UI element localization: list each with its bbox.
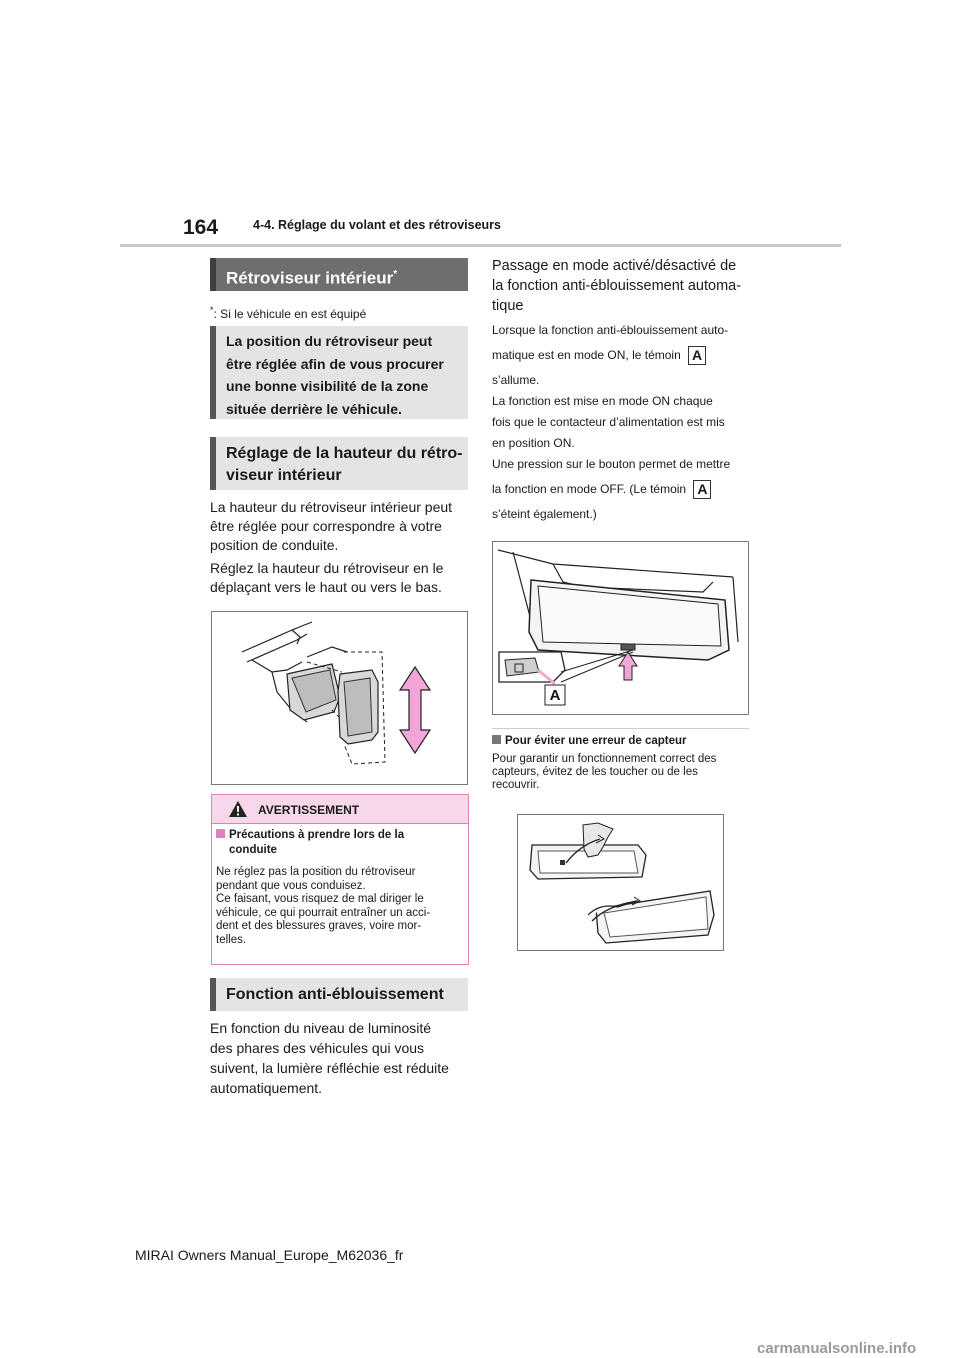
body-line: s’allume.: [492, 373, 540, 387]
warning-body-line: dent et des blessures graves, voire mor-: [216, 920, 422, 932]
indicator-a-label: A: [688, 346, 706, 365]
height-adjust-para1: [210, 498, 452, 555]
mode-switch-body: [492, 320, 730, 525]
intro-line: être réglée afin de vous procurer: [226, 355, 444, 372]
mirror-height-illustration: [212, 612, 467, 784]
warning-body-line: véhicule, ce qui pourrait entraîner un acci-: [216, 906, 431, 919]
title-height-adjust: [210, 437, 468, 490]
sensor-illustration: [518, 815, 723, 950]
heading-line: Passage en mode activé/désactivé de: [492, 258, 737, 274]
footnote: [210, 305, 366, 321]
body-line: La fonction est mise en mode ON chaque: [492, 394, 713, 408]
intro-line: une bonne visibilité de la zone: [226, 378, 429, 394]
body-line: Lorsque la fonction anti-éblouissement auto-: [492, 323, 729, 337]
footnote-text: : Si le véhicule en est équipé: [213, 307, 367, 321]
warning-body-line: telles.: [216, 933, 247, 946]
warning-body-line: Ce faisant, vous risquez de mal diriger le: [216, 893, 424, 905]
anti-glare-mirror-illustration: [493, 542, 748, 714]
heading-line: tique: [492, 298, 524, 314]
anti-glare-figure: [492, 541, 749, 715]
title-anti-glare: Fonction anti-éblouissement: [210, 978, 468, 1011]
sensor-body-line: Pour garantir un fonctionnement correct des: [492, 753, 717, 765]
body-line: s’éteint également.): [492, 507, 597, 521]
warning-subhead-line: Précautions à prendre lors de la: [229, 829, 405, 841]
header-divider: [120, 244, 841, 247]
title-footnote-mark: *: [393, 269, 398, 280]
title-height-adjust-line: Réglage de la hauteur du rétro-: [226, 445, 463, 462]
height-adjust-para2: [210, 559, 443, 597]
body-line-with-indicator: [492, 345, 730, 366]
bullet-square-icon: [216, 829, 225, 838]
intro-line: située derrière le véhicule.: [226, 400, 402, 417]
intro-box: [210, 326, 468, 419]
para-line: être réglée pour correspondre à votre: [210, 518, 442, 534]
page-number: 164: [183, 216, 219, 239]
mode-switch-heading: [492, 256, 741, 316]
warning-title: AVERTISSEMENT: [258, 803, 360, 817]
para-line: déplaçant vers le haut ou vers le bas.: [210, 579, 442, 595]
body-line: matique est en mode ON, le témoin: [492, 348, 681, 362]
para-line: automatiquement.: [210, 1080, 323, 1096]
warning-body: [216, 866, 430, 947]
body-line: fois que le contacteur d’alimentation est mis: [492, 415, 725, 429]
warning-triangle-icon: [228, 800, 248, 818]
body-line: en position ON.: [492, 436, 575, 450]
sensor-figure: [517, 814, 724, 951]
figure-label-a: A: [549, 687, 561, 704]
sensor-body-line: capteurs, évitez de les toucher ou de les: [492, 766, 698, 778]
para-line: En fonction du niveau de luminosité: [210, 1020, 432, 1036]
watermark: carmanualsonline.info: [757, 1340, 917, 1357]
title-interior-mirror-text: Rétroviseur intérieur: [226, 268, 394, 288]
body-line: la fonction en mode OFF. (Le témoin: [492, 482, 687, 496]
para-line: position de conduite.: [210, 537, 339, 553]
title-height-adjust-line: viseur intérieur: [226, 467, 342, 484]
title-interior-mirror: [210, 258, 468, 291]
heading-line: la fonction anti-éblouissement automa-: [492, 278, 742, 294]
sensor-heading: Pour éviter une erreur de capteur: [505, 735, 687, 747]
sensor-heading-row: [492, 735, 716, 748]
mirror-height-figure: [211, 611, 468, 785]
warning-body-line: Ne réglez pas la position du rétroviseur: [216, 866, 416, 878]
warning-body-line: pendant que vous conduisez.: [216, 879, 366, 892]
body-line-with-indicator: [492, 479, 730, 500]
para-line: des phares des véhicules qui vous: [210, 1040, 425, 1056]
section-header: 4-4. Réglage du volant et des rétroviseurs: [253, 218, 501, 232]
warning-header: [212, 795, 468, 824]
para-line: Réglez la hauteur du rétroviseur en le: [210, 560, 444, 576]
warning-box: [211, 794, 469, 965]
warning-subhead-line: conduite: [229, 844, 277, 856]
footnote-mark: *: [210, 305, 214, 315]
intro-line: La position du rétroviseur peut: [226, 333, 433, 349]
footer-text: MIRAI Owners Manual_Europe_M62036_fr: [135, 1247, 404, 1263]
para-line: La hauteur du rétroviseur intérieur peut: [210, 499, 453, 515]
sensor-note: [492, 735, 716, 792]
para-line: suivent, la lumière réfléchie est réduite: [210, 1060, 449, 1076]
body-line: Une pression sur le bouton permet de mettre: [492, 457, 731, 471]
bullet-square-icon: [492, 735, 501, 744]
indicator-a-label: A: [693, 480, 711, 499]
warning-subhead: [216, 828, 404, 858]
sensor-body-line: recouvrir.: [492, 779, 540, 791]
anti-glare-para: [210, 1018, 449, 1098]
right-column-rule: [492, 728, 749, 729]
